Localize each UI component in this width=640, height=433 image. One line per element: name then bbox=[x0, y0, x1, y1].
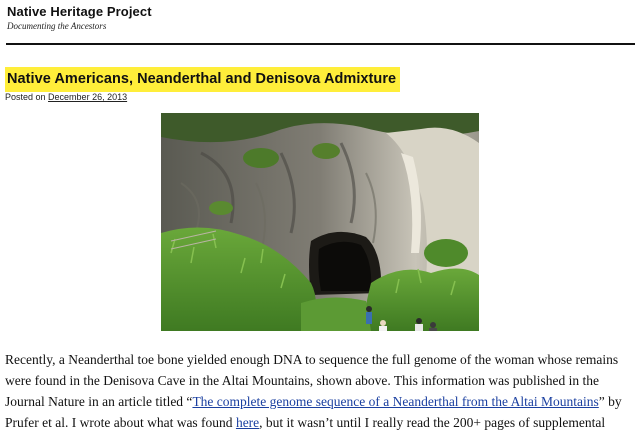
content-line bbox=[5, 370, 635, 391]
content-text: Recently, a Neanderthal toe bone yielded enough DNA to sequence the full genome of the woman whose remains bbox=[5, 352, 619, 367]
content-text: Journal Nature in an article titled “ bbox=[5, 394, 193, 409]
header-divider bbox=[6, 43, 635, 45]
site-title[interactable]: Native Heritage Project bbox=[7, 4, 152, 19]
content-line bbox=[5, 412, 635, 433]
content-text: , but it wasn’t until I really read the 200+ pages of supplemental bbox=[259, 415, 606, 430]
post-meta bbox=[5, 92, 127, 102]
site-description: Documenting the Ancestors bbox=[7, 21, 107, 31]
post-content bbox=[5, 349, 635, 433]
post-date-link[interactable]: December 26, 2013 bbox=[48, 92, 128, 102]
post-title[interactable]: Native Americans, Neanderthal and Denisova Admixture bbox=[5, 67, 400, 92]
article-link[interactable]: The complete genome sequence of a Neanderthal from the Altai Mountains bbox=[192, 394, 599, 409]
content-text: ” by bbox=[598, 394, 622, 409]
posted-on-label: Posted on bbox=[5, 92, 46, 102]
content-line bbox=[5, 349, 635, 370]
content-text: Prufer et al. I wrote about what was found bbox=[5, 415, 236, 430]
content-text: were found in the Denisova Cave in the Altai Mountains, shown above. This information was published in the bbox=[5, 373, 600, 388]
content-line bbox=[5, 391, 635, 412]
denisova-cave-image bbox=[161, 113, 479, 331]
here-link[interactable]: here bbox=[235, 415, 260, 430]
